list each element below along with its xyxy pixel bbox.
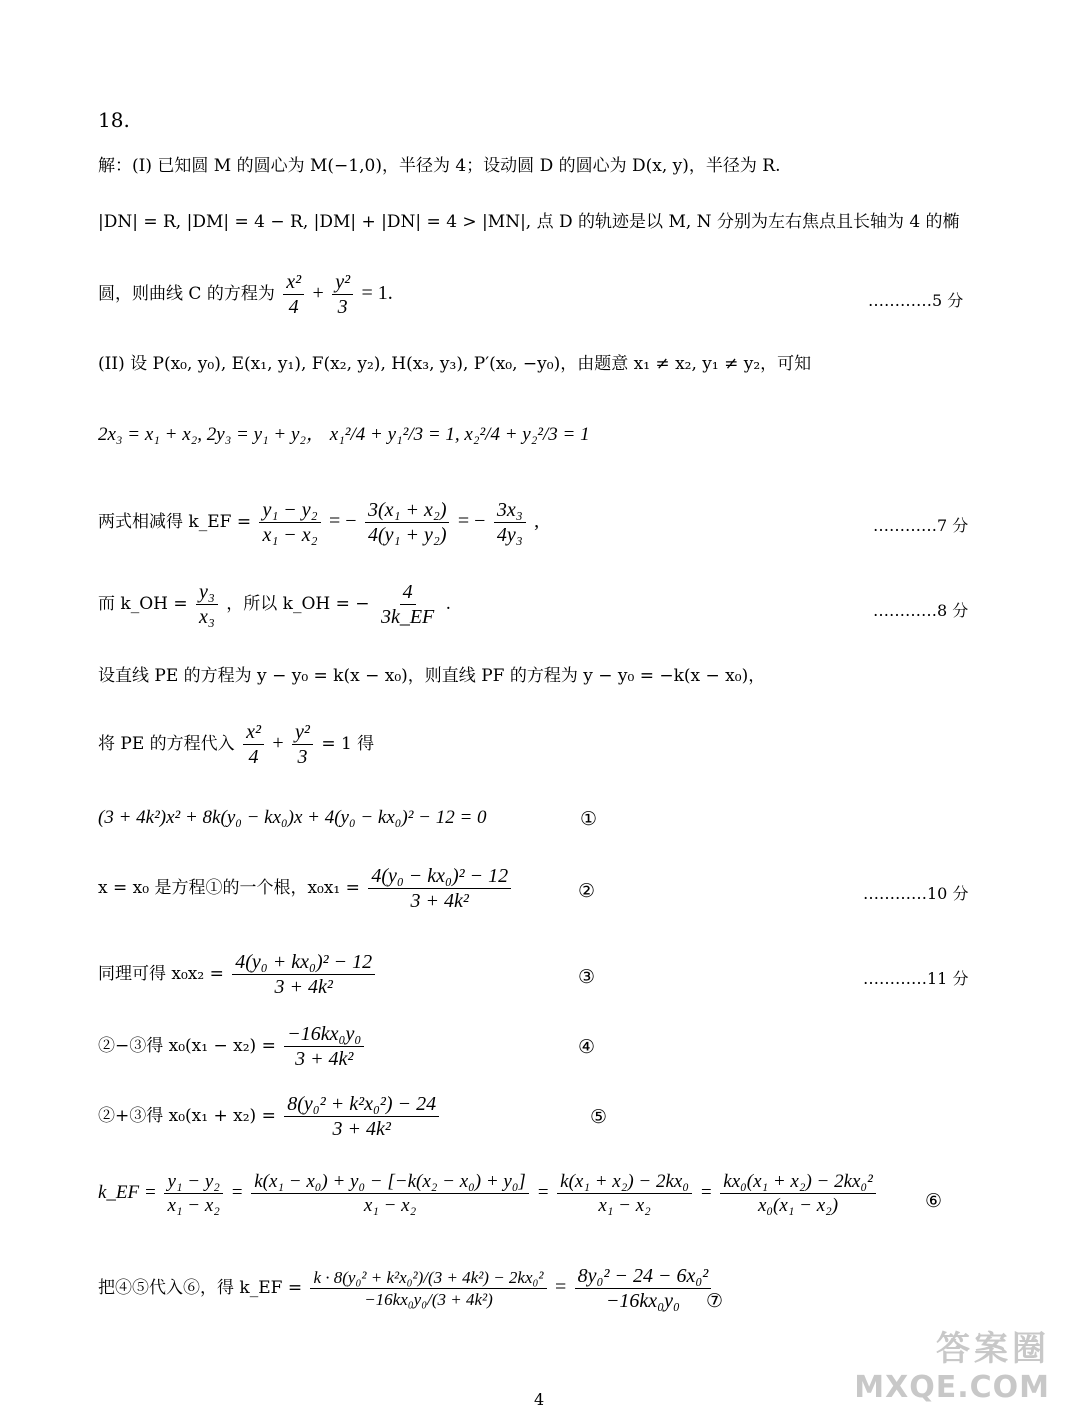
frac-den: x₁ − x₂	[363, 1195, 417, 1216]
frac-den: 3 + 4k²	[295, 1048, 354, 1070]
score-11: …………11 分	[863, 969, 969, 988]
koh-frac	[196, 582, 218, 627]
part1-line3-prefix: 圆，则曲线 C 的方程为	[98, 284, 275, 304]
tag-7: ⑦	[706, 1290, 724, 1312]
koh-result-frac	[378, 582, 437, 627]
frac-den: −16kx₀y₀	[605, 1290, 680, 1312]
eq: =	[230, 1181, 244, 1203]
frac-num: 3x₃	[494, 500, 526, 523]
ellipse-fraction-x	[283, 272, 304, 317]
line9-prefix: 同理可得 x₀x₂ =	[98, 964, 224, 984]
line12-prefix: k_EF =	[98, 1181, 157, 1203]
kef-frac3	[494, 500, 526, 545]
frac-den: x₀(x₁ − x₂)	[757, 1195, 839, 1216]
diff-frac	[284, 1024, 364, 1069]
tag-1: ①	[580, 808, 598, 830]
complex-frac	[310, 1269, 546, 1308]
frac-den: 3 + 4k²	[410, 890, 469, 912]
score-10: …………10 分	[863, 884, 969, 903]
line10-prefix: ②−③得 x₀(x₁ − x₂) =	[98, 1036, 276, 1056]
frac-den: 4	[288, 296, 299, 318]
line13-prefix: 把④⑤代入⑥，得 k_EF =	[98, 1278, 303, 1298]
part2-line6	[98, 722, 374, 767]
part2-line12	[98, 1172, 879, 1215]
tag-5: ⑤	[590, 1106, 608, 1128]
page-number: 4	[534, 1390, 545, 1409]
frac-num: 4	[400, 582, 416, 605]
frac-den: −16kx₀y₀/(3 + 4k²)	[364, 1290, 493, 1309]
eq-minus: = −	[457, 510, 486, 532]
line11-prefix: ②+③得 x₀(x₁ + x₂) =	[98, 1106, 276, 1126]
frac-num: x²	[243, 722, 264, 745]
watermark-logo-text: 答案圈	[936, 1329, 1050, 1369]
eq-end: = 1.	[361, 282, 393, 304]
kef-frac-d	[720, 1172, 876, 1215]
frac-num: 4(y₀ − kx₀)² − 12	[368, 866, 511, 889]
line4-prefix: 而 k_OH =	[98, 594, 188, 614]
frac-num: y₁ − y₂	[259, 500, 320, 523]
watermark-url: MXQE.COM	[854, 1370, 1050, 1405]
part1-line2: |DN| = R, |DM| = 4 − R, |DM| + |DN| = 4 > |MN|, 点 D 的轨迹是以 M, N 分别为左右焦点且长轴为 4 的椭	[98, 212, 960, 232]
score-7: …………7 分	[873, 516, 969, 535]
frac-den: 3 + 4k²	[274, 976, 333, 998]
frac-num: y²	[332, 272, 353, 295]
frac-den: x₁ − x₂	[262, 524, 318, 546]
frac-num: 4(y₀ + kx₀)² − 12	[232, 952, 375, 975]
kef-frac2	[365, 500, 449, 545]
part2-line1: (II) 设 P(x₀, y₀), E(x₁, y₁), F(x₂, y₂), H(x₃, y₃), P′(x₀, −y₀)，由题意 x₁ ≠ x₂, y₁ ≠ y₂，可知	[98, 354, 812, 374]
result-frac	[575, 1266, 712, 1311]
x0x1-frac	[368, 866, 511, 911]
kef-frac-a	[164, 1172, 222, 1215]
part2-line11	[98, 1094, 442, 1139]
part2-line5: 设直线 PE 的方程为 y − y₀ = k(x − x₀)，则直线 PF 的方程为 y − y₀ = −k(x − x₀)，	[98, 666, 766, 686]
tag-3: ③	[578, 966, 596, 988]
tag-4: ④	[578, 1036, 596, 1058]
equation-1: (3 + 4k²)x² + 8k(y₀ − kx₀)x + 4(y₀ − kx₀)² − 12 = 0	[98, 807, 487, 828]
score-8: …………8 分	[873, 601, 969, 620]
kef-frac-c	[557, 1172, 692, 1215]
part1-line1: 解：(I) 已知圆 M 的圆心为 M(−1,0)，半径为 4；设动圆 D 的圆心为 D(x, y)，半径为 R.	[98, 156, 781, 176]
frac-num: k · 8(y₀² + k²x₀²)/(3 + 4k²) − 2kx₀²	[310, 1269, 546, 1289]
score-5: …………5 分	[868, 291, 964, 310]
ellipse-fraction-y	[332, 272, 353, 317]
frac-num: k(x₁ + x₂) − 2kx₀	[557, 1172, 692, 1194]
frac-num: y₁ − y₂	[164, 1172, 222, 1194]
frac-num: x²	[283, 272, 304, 295]
tag-2: ②	[578, 880, 596, 902]
period: .	[445, 594, 452, 614]
watermark	[854, 1321, 1050, 1405]
part1-line3	[98, 272, 393, 317]
frac-den: x₁ − x₂	[167, 1195, 220, 1216]
part2-line3	[98, 500, 539, 545]
ellipse-fraction-x	[243, 722, 264, 767]
frac-den: 3	[337, 296, 348, 318]
frac-den: 3 + 4k²	[332, 1118, 391, 1140]
frac-den: x₃	[199, 606, 215, 628]
eq: =	[554, 1276, 567, 1298]
kef-frac1	[259, 500, 320, 545]
frac-num: −16kx₀y₀	[284, 1024, 364, 1047]
eq-minus: = −	[329, 510, 357, 532]
frac-den: 4(y₁ + y₂)	[368, 524, 447, 546]
part2-line9	[98, 952, 378, 997]
frac-num: y₃	[196, 582, 218, 605]
part2-line10	[98, 1024, 367, 1069]
frac-den: x₁ − x₂	[598, 1195, 651, 1216]
frac-num: 8y₀² − 24 − 6x₀²	[575, 1266, 712, 1289]
sum-frac	[284, 1094, 439, 1139]
line8-prefix: x = x₀ 是方程①的一个根，x₀x₁ =	[98, 878, 360, 898]
frac-den: 4y₃	[496, 524, 523, 546]
frac-den: 4	[248, 746, 259, 768]
ellipse-fraction-y	[292, 722, 313, 767]
eq: =	[699, 1181, 713, 1203]
part2-line8	[98, 866, 514, 911]
part2-line2: 2x₃ = x₁ + x₂, 2y₃ = y₁ + y₂， x₁²/4 + y₁²/3 = 1, x₂²/4 + y₂²/3 = 1	[98, 424, 590, 445]
frac-num: k(x₁ − x₀) + y₀ − [−k(x₂ − x₀) + y₀]	[251, 1172, 529, 1194]
problem-number: 18.	[98, 108, 130, 132]
frac-den: 3	[297, 746, 308, 768]
part2-line4	[98, 582, 451, 627]
plus-sign: +	[272, 732, 284, 754]
part2-line13	[98, 1266, 714, 1311]
line4-mid: ，所以 k_OH = −	[226, 594, 370, 614]
frac-den: 3k_EF	[380, 606, 435, 628]
line3-prefix: 两式相减得 k_EF =	[98, 512, 252, 532]
frac-num: 8(y₀² + k²x₀²) − 24	[284, 1094, 439, 1117]
plus-sign: +	[312, 282, 324, 304]
kef-frac-b	[251, 1172, 529, 1215]
frac-num: kx₀(x₁ + x₂) − 2kx₀²	[720, 1172, 876, 1194]
line6-prefix: 将 PE 的方程代入	[98, 734, 235, 754]
eq: =	[536, 1181, 550, 1203]
x0x2-frac	[232, 952, 375, 997]
tag-6: ⑥	[925, 1190, 943, 1212]
comma: ,	[534, 510, 540, 532]
line6-suffix: = 1 得	[321, 734, 375, 754]
frac-num: 3(x₁ + x₂)	[365, 500, 449, 523]
frac-num: y²	[292, 722, 313, 745]
